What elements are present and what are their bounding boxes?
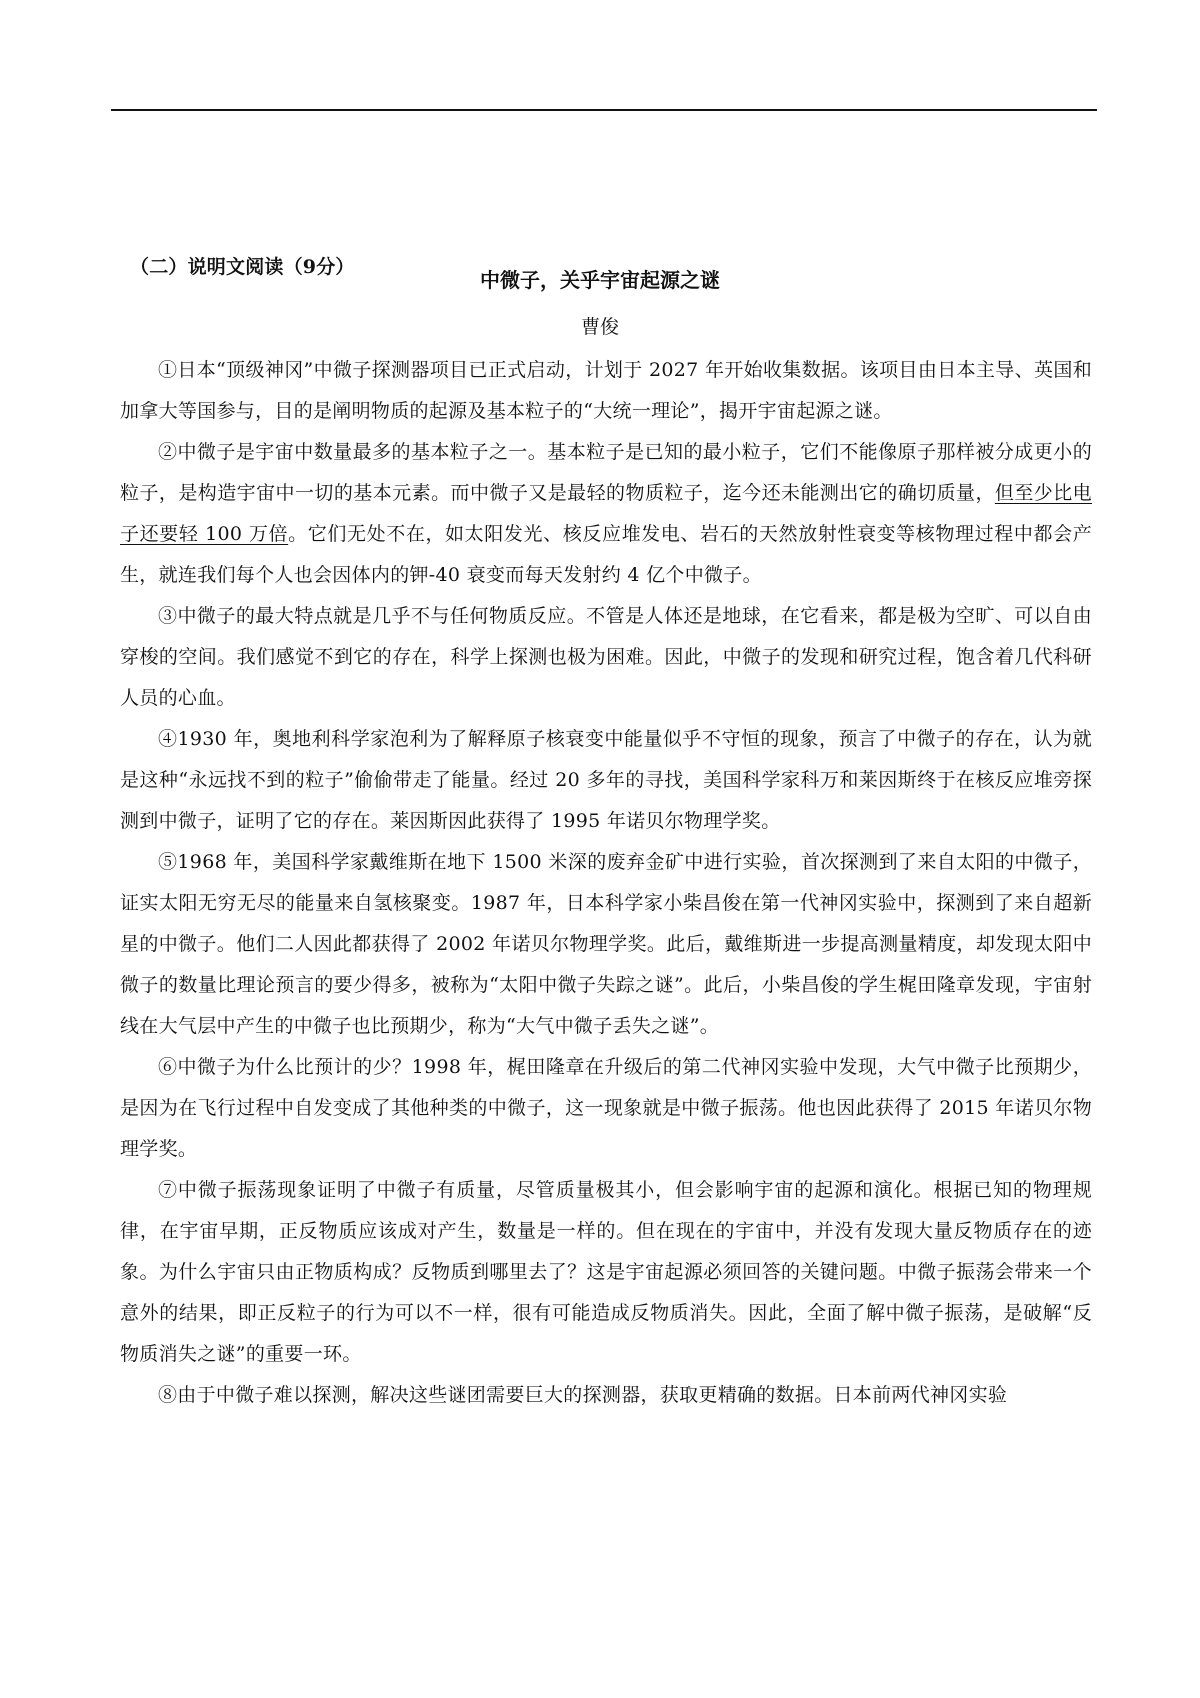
paragraph-8: ⑧由于中微子难以探测，解决这些谜团需要巨大的探测器，获取更精确的数据。日本前两代神冈实验 — [158, 1384, 1008, 1406]
paragraph-2 — [120, 432, 1092, 596]
header-divider — [111, 109, 1097, 111]
paragraph-4: ④1930 年，奥地利科学家泡利为了解释原子核衰变中能量似乎不守恒的现象，预言了中微子的存在，认为就是这种“永远找不到的粒子”偷偷带走了能量。经过 20 多年的寻找，美国科学家科万和莱因斯终于在核反应堆旁探测到中微子，证明了它的存在。莱因斯因此获得了 1995 年诺贝尔物理学奖。 — [120, 728, 1092, 832]
paragraph-3: ③中微子的最大特点就是几乎不与任何物质反应。不管是人体还是地球，在它看来，都是极为空旷、可以自由穿梭的空间。我们感觉不到它的存在，科学上探测也极为困难。因此，中微子的发现和研究过程，饱含着几代科研人员的心血。 — [120, 605, 1092, 709]
article-author: 曹俊 — [580, 316, 619, 338]
paragraph-1: ①日本“顶级神冈”中微子探测器项目已正式启动，计划于 2027 年开始收集数据。该项目由日本主导、英国和加拿大等国参与，目的是阐明物质的起源及基本粒子的“大统一理论”，揭开宇宙起源之谜。 — [120, 359, 1092, 422]
article-body — [120, 350, 1092, 1416]
paragraph-2-text-after: 。它们无处不在，如太阳发光、核反应堆发电、岩石的天然放射性衰变等核物理过程中都会产生，就连我们每个人也会因体内的钾-40 衰变而每天发射约 4 亿个中微子。 — [120, 523, 1092, 586]
article-title: 中微子，关乎宇宙起源之谜 — [480, 268, 720, 292]
paragraph-5: ⑤1968 年，美国科学家戴维斯在地下 1500 米深的废弃金矿中进行实验，首次探测到了来自太阳的中微子，证实太阳无穷无尽的能量来自氢核聚变。1987 年，日本科学家小柴昌俊在第一代神冈实验中，探测到了来自超新星的中微子。他们二人因此都获得了 2002 年诺贝尔物理学奖。此后，戴维斯进一步提高测量精度，却发现太阳中微子的数量比理论预言的要少得多，被称为“太阳中微子失踪之谜”。此后，小柴昌俊的学生梶田隆章发现，宇宙射线在大气层中产生的中微子也比预期少，称为“大气中微子丢失之谜”。 — [120, 851, 1092, 1037]
section-heading: （二）说明文阅读（9分） — [130, 256, 355, 278]
paragraph-2-text-before: ②中微子是宇宙中数量最多的基本粒子之一。基本粒子是已知的最小粒子，它们不能像原子那样被分成更小的粒子，是构造宇宙中一切的基本元素。而中微子又是最轻的物质粒子，迄今还未能测出它的确切质量， — [120, 441, 1092, 504]
paragraph-7: ⑦中微子振荡现象证明了中微子有质量，尽管质量极其小，但会影响宇宙的起源和演化。根据已知的物理规律，在宇宙早期，正反物质应该成对产生，数量是一样的。但在现在的宇宙中，并没有发现大量反物质存在的迹象。为什么宇宙只由正物质构成？反物质到哪里去了？这是宇宙起源必须回答的关键问题。中微子振荡会带来一个意外的结果，即正反粒子的行为可以不一样，很有可能造成反物质消失。因此，全面了解中微子振荡，是破解“反物质消失之谜”的重要一环。 — [120, 1179, 1092, 1365]
underlined-phrase: 但至少比电子还要轻 100 万倍 — [120, 482, 1092, 545]
paragraph-6: ⑥中微子为什么比预计的少？1998 年，梶田隆章在升级后的第二代神冈实验中发现，大气中微子比预期少，是因为在飞行过程中自发变成了其他种类的中微子，这一现象就是中微子振荡。他也因此获得了 2015 年诺贝尔物理学奖。 — [120, 1056, 1092, 1160]
